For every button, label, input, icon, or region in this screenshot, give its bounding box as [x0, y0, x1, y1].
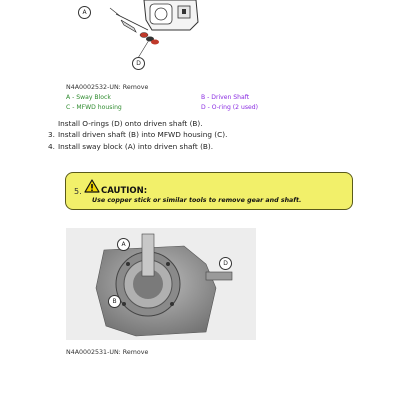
procedure-steps: [45, 118, 227, 152]
figure-caption: N4A0002531-UN: Remove: [66, 349, 149, 356]
step-item: [45, 129, 227, 140]
callout-b: B: [108, 295, 121, 308]
step-number: 5.: [74, 187, 82, 196]
step-number: 3.: [48, 130, 55, 140]
callout-d: D: [132, 57, 145, 70]
step-number: 4.: [48, 141, 55, 151]
step-item: [45, 141, 227, 152]
caution-text: Use copper stick or similar tools to remove gear and shaft.: [92, 197, 302, 204]
step-text: Install sway block (A) into driven shaft (B).: [58, 141, 214, 151]
housing-photo: [66, 228, 256, 340]
figure-caption: N4A0002532-UN: Remove: [66, 84, 149, 91]
legend-item: B - Driven Shaft: [201, 94, 250, 101]
exploded-view-illustration: [66, 0, 266, 78]
callout-a: A: [117, 238, 130, 251]
caution-box: [65, 172, 353, 210]
callout-a: A: [78, 6, 91, 19]
callout-d: D: [219, 257, 232, 270]
legend-item: C - MFWD housing: [66, 104, 122, 111]
step-text: Install O-rings (D) onto driven shaft (B).: [58, 119, 203, 128]
legend-item: A - Sway Block: [66, 94, 111, 101]
caution-title: CAUTION:: [101, 186, 148, 196]
step-text: Install driven shaft (B) into MFWD housing (C).: [58, 130, 228, 140]
warning-triangle-icon: [84, 179, 100, 193]
legend-item: D - O-ring (2 used): [201, 104, 259, 111]
step-item: [45, 118, 227, 129]
